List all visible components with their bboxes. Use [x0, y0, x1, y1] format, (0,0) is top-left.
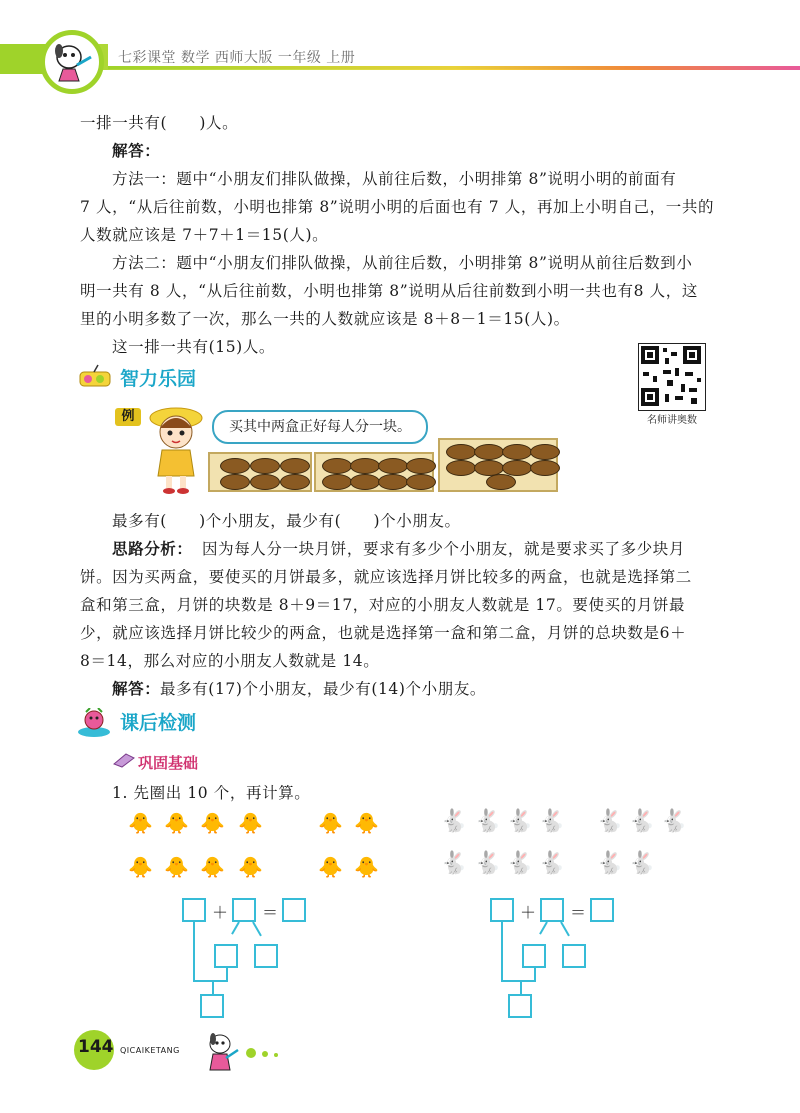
mooncake — [378, 458, 408, 474]
conclusion: 这一排一共有(15)人。 — [112, 338, 276, 356]
method1-line2: 7 人，“从后往前数，小明也排第 8”说明小明的后面也有 7 人，再加上小明自己，一共的 — [80, 198, 715, 216]
answer-label: 解答： — [112, 142, 161, 160]
mooncake — [280, 458, 310, 474]
mooncake — [378, 474, 408, 490]
chick-icon: 🐥 — [238, 855, 263, 879]
answer-box[interactable] — [522, 944, 546, 968]
section-title-brain-park: 智力乐园 — [120, 368, 197, 390]
answer-box[interactable] — [490, 898, 514, 922]
rabbit-icon: 🐇 — [538, 809, 566, 834]
mooncake — [474, 444, 504, 460]
connector-line — [560, 922, 570, 937]
analysis-line1: 因为每人分一块月饼，要求有多少个小朋友，就是要求买了多少块月 — [202, 540, 686, 558]
rabbit-icon: 🐇 — [474, 809, 502, 834]
chick-icon: 🐥 — [238, 811, 263, 835]
footer-mascot-icon — [204, 1030, 240, 1082]
example-answer-label: 解答： — [112, 680, 161, 698]
connector-line — [193, 980, 227, 982]
answer-box[interactable] — [562, 944, 586, 968]
mooncake — [486, 474, 516, 490]
answer-box[interactable] — [200, 994, 224, 1018]
answer-box[interactable] — [590, 898, 614, 922]
rabbit-icon: 🐇 — [628, 851, 656, 876]
chick-icon: 🐥 — [164, 855, 189, 879]
example-tag: 例 — [115, 408, 141, 426]
mooncake — [406, 458, 436, 474]
rabbit-icon: 🐇 — [474, 851, 502, 876]
chick-icon: 🐥 — [354, 811, 379, 835]
mooncake — [502, 444, 532, 460]
answer-box[interactable] — [540, 898, 564, 922]
rabbit-icon: 🐇 — [628, 809, 656, 834]
mascot-logo — [40, 30, 104, 94]
equals-sign: ＝ — [262, 903, 279, 922]
connector-line — [520, 980, 522, 994]
rabbit-icon: 🐇 — [538, 851, 566, 876]
chick-icon: 🐥 — [200, 855, 225, 879]
mooncake-box-3 — [438, 438, 558, 492]
mooncake — [350, 458, 380, 474]
answer-box[interactable] — [232, 898, 256, 922]
connector-line — [193, 922, 195, 982]
mooncake — [250, 458, 280, 474]
mooncake — [280, 474, 310, 490]
footer-dot — [274, 1053, 278, 1057]
mooncake — [220, 458, 250, 474]
chick-icon: 🐥 — [200, 811, 225, 835]
mooncake — [530, 444, 560, 460]
mooncake — [530, 460, 560, 476]
rabbit-icon: 🐇 — [596, 809, 624, 834]
answer-box[interactable] — [254, 944, 278, 968]
answer-box[interactable] — [282, 898, 306, 922]
chick-icon: 🐥 — [354, 855, 379, 879]
analysis-line4: 少，就应该选择月饼比较少的两盒，也就是选择第一盒和第二盒，月饼的总块数是6＋ — [80, 624, 687, 642]
speech-bubble: 买其中两盒正好每人分一块。 — [212, 410, 428, 444]
chick-icon: 🐥 — [318, 811, 343, 835]
chick-icon: 🐥 — [318, 855, 343, 879]
mooncake — [350, 474, 380, 490]
consolidate-icon — [112, 752, 136, 772]
equals-sign: ＝ — [570, 903, 587, 922]
rabbit-icon: 🐇 — [506, 809, 534, 834]
connector-line — [501, 980, 535, 982]
mooncake — [322, 474, 352, 490]
mooncake — [322, 458, 352, 474]
connector-line — [231, 922, 240, 935]
footer-dot — [246, 1048, 256, 1058]
mascot-icon — [45, 35, 99, 89]
question-1: 1. 先圈出 10 个，再计算。 — [112, 784, 311, 802]
plus-sign: ＋ — [212, 903, 229, 922]
method2-line1: 方法二：题中“小朋友们排队做操，从前往后数，小明排第 8”说明从前往后数到小 — [112, 254, 693, 272]
page-number: 144 — [78, 1037, 114, 1057]
footer-dot — [262, 1051, 268, 1057]
rabbit-icon: 🐇 — [440, 809, 468, 834]
connector-line — [539, 922, 548, 935]
mooncake — [446, 444, 476, 460]
rabbit-icon: 🐇 — [660, 809, 688, 834]
rabbit-icon: 🐇 — [596, 851, 624, 876]
chick-icon: 🐥 — [128, 855, 153, 879]
analysis-label: 思路分析： — [112, 540, 193, 558]
mooncake — [446, 460, 476, 476]
analysis-line2: 饼。因为买两盒，要使买的月饼最多，就应该选择月饼比较多的两盒，也就是选择第二 — [80, 568, 692, 586]
connector-line — [252, 922, 262, 937]
question-tail: 一排一共有( )人。 — [80, 114, 239, 132]
qr-code-icon — [639, 344, 703, 408]
rabbit-icon: 🐇 — [440, 851, 468, 876]
method1-line1: 方法一：题中“小朋友们排队做操，从前往后数，小明排第 8”说明小明的前面有 — [112, 170, 677, 188]
chick-icon: 🐥 — [164, 811, 189, 835]
qr-code[interactable] — [638, 343, 706, 411]
mooncake-box-1 — [208, 452, 312, 492]
after-class-icon — [76, 708, 114, 742]
method2-line3: 里的小明多数了一次，那么一共的人数就应该是 8＋8－1＝15(人)。 — [80, 310, 570, 328]
girl-illustration — [146, 404, 206, 500]
analysis-line5: 8＝14，那么对应的小朋友人数就是 14。 — [80, 652, 380, 670]
header-title: 七彩课堂 数学 西师大版 一年级 上册 — [118, 50, 356, 66]
section-title-after-class: 课后检测 — [120, 712, 197, 734]
mooncake-box-2 — [314, 452, 434, 492]
example-question: 最多有( )个小朋友，最少有( )个小朋友。 — [112, 512, 461, 530]
plus-sign: ＋ — [520, 903, 537, 922]
answer-box[interactable] — [214, 944, 238, 968]
brain-park-icon — [78, 364, 114, 394]
subsection-title: 巩固基础 — [138, 754, 199, 772]
answer-box[interactable] — [508, 994, 532, 1018]
connector-line — [212, 980, 214, 994]
example-answer: 最多有(17)个小朋友，最少有(14)个小朋友。 — [160, 680, 487, 698]
analysis-line3: 盒和第三盒，月饼的块数是 8＋9＝17，对应的小朋友人数就是 17。要使买的月饼最 — [80, 596, 686, 614]
chick-icon: 🐥 — [128, 811, 153, 835]
qr-code-label: 名师讲奥数 — [647, 415, 697, 426]
method1-line3: 人数就应该是 7＋7＋1＝15(人)。 — [80, 226, 329, 244]
method2-line2: 明一共有 8 人，“从后往前数，小明也排第 8”说明从后往前数到小明一共也有8 人，这 — [80, 282, 698, 300]
mooncake — [250, 474, 280, 490]
mooncake — [406, 474, 436, 490]
footer-brand: QICAIKETANG — [120, 1046, 180, 1055]
answer-box[interactable] — [182, 898, 206, 922]
mooncake — [220, 474, 250, 490]
connector-line — [501, 922, 503, 982]
rabbit-icon: 🐇 — [506, 851, 534, 876]
